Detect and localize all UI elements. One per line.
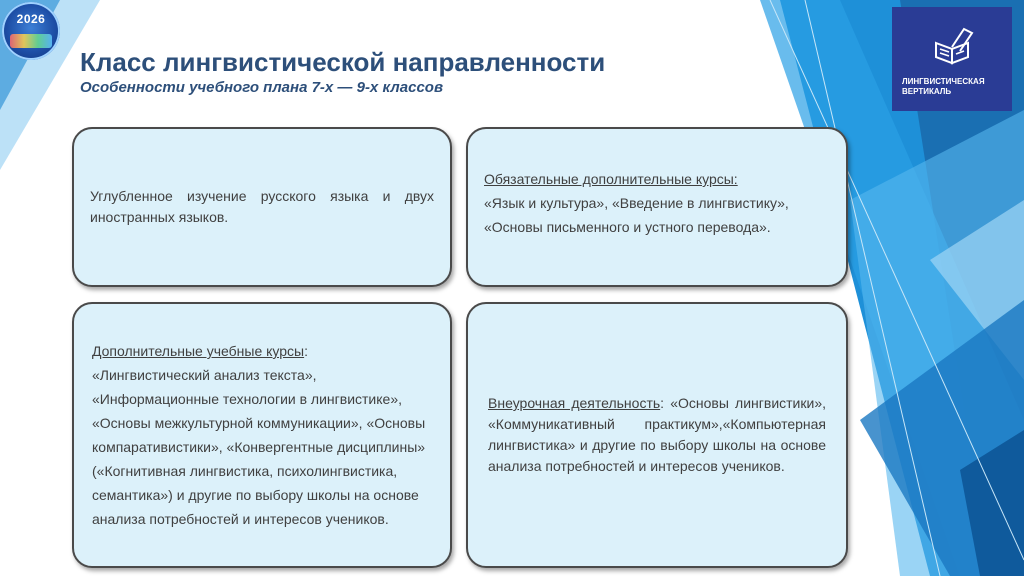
brand-logo xyxy=(892,7,1012,111)
card-body: Углубленное изучение русского языка и двух иностранных языков. xyxy=(90,188,434,225)
card-core-subjects xyxy=(72,127,452,287)
logo-year: 2026 xyxy=(16,12,46,26)
card-heading: Обязательные дополнительные курсы: xyxy=(484,171,738,187)
card-text xyxy=(488,393,826,477)
card-heading: Дополнительные учебные курсы xyxy=(92,343,305,359)
card-mandatory-courses xyxy=(466,127,848,287)
card-body: «Основы лингвистики», «Коммуникативный практикум»,«Компьютерная лингвистика» и другие по выбору школы на основе анализа потребностей и интересов учеников. xyxy=(488,395,826,474)
card-text xyxy=(92,339,432,531)
card-body: «Язык и культура», «Введение в лингвистику», «Основы письменного и устного перевода». xyxy=(484,195,789,235)
page-title: Класс лингвистической направленности xyxy=(80,47,606,77)
card-body: «Лингвистический анализ текста», «Информационные технологии в лингвистике», «Основы межкультурной коммуникации», «Основы компаративистики», «Конвергентные дисциплины» («Когнитивная лингвистика, психолингвистика, семантика») и другие по выбору школы на основе анализа потребностей и интересов учеников. xyxy=(92,367,426,527)
brand-name: ЛИНГВИСТИЧЕСКАЯ ВЕРТИКАЛЬ xyxy=(902,77,985,96)
card-extracurricular xyxy=(466,302,848,568)
open-book-icon xyxy=(932,23,976,67)
card-heading-separator: : xyxy=(304,343,308,359)
card-additional-courses xyxy=(72,302,452,568)
page-subtitle: Особенности учебного плана 7-х — 9-х классов xyxy=(80,79,444,96)
logo-color-band xyxy=(10,34,52,48)
card-heading: Внеурочная деятельность xyxy=(488,395,661,411)
card-heading-separator: : xyxy=(660,395,665,411)
school-emblem-icon xyxy=(2,2,60,60)
